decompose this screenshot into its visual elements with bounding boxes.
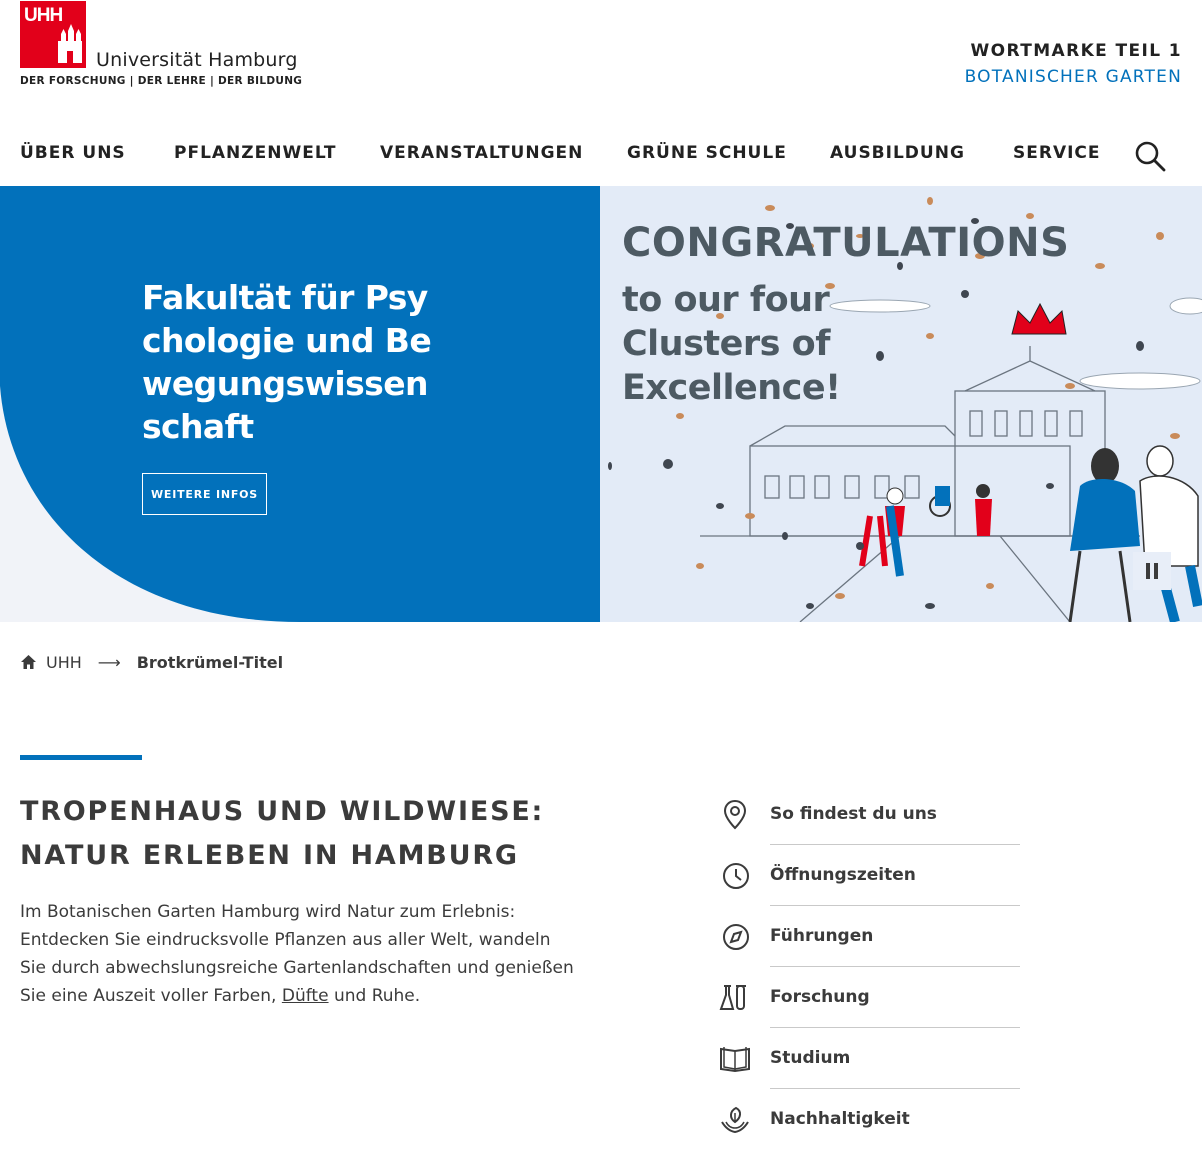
home-icon (20, 654, 37, 670)
logo-claim: DER FORSCHUNG | DER LEHRE | DER BILDUNG (20, 75, 303, 87)
wortmarke-line-2: BOTANISCHER GARTEN (964, 67, 1182, 87)
quicklink-label: Studium (770, 1048, 851, 1068)
wortmarke-line-1: WORTMARKE TEIL 1 (970, 41, 1182, 61)
search-icon (1134, 140, 1166, 172)
intro-text (20, 898, 580, 1010)
duefte-link[interactable]: Düfte (281, 986, 329, 1006)
page-title (20, 790, 544, 878)
weitere-infos-button[interactable]: WEITERE INFOS (142, 473, 267, 515)
wortmarke[interactable] (965, 41, 1182, 87)
quicklink-fuehrungen[interactable] (718, 906, 1020, 967)
location-pin-icon (718, 798, 752, 832)
nav-item-service[interactable]: SERVICE (1013, 143, 1101, 163)
quicklink-label: Öffnungszeiten (770, 865, 916, 885)
pause-icon (1144, 562, 1160, 580)
nav-item-ausbildung[interactable]: AUSBILDUNG (830, 143, 965, 163)
clock-icon (718, 859, 752, 893)
quicklink-studium[interactable] (718, 1028, 1020, 1089)
compass-icon (718, 920, 752, 954)
breadcrumb-home-label: UHH (46, 652, 82, 672)
nav-item-gruene-schule[interactable]: GRÜNE SCHULE (627, 143, 787, 163)
breadcrumb-current: Brotkrümel-Titel (136, 652, 284, 672)
nav-item-pflanzenwelt[interactable]: PFLANZENWELT (174, 143, 337, 163)
quicklinks-list (718, 784, 1020, 1150)
quicklink-oeffnungszeiten[interactable] (718, 845, 1020, 906)
nav-item-veranstaltungen[interactable]: VERANSTALTUNGEN (380, 143, 584, 163)
lab-flask-icon (718, 981, 752, 1015)
hero-image-headline: CONGRATULATIONS (622, 220, 1070, 266)
open-book-icon (718, 1042, 752, 1076)
quicklink-label: Nachhaltigkeit (770, 1109, 910, 1129)
quicklink-label: Führungen (770, 926, 874, 946)
quicklink-nachhaltigkeit[interactable] (718, 1089, 1020, 1150)
hand-leaf-icon (718, 1103, 752, 1137)
quicklink-forschung[interactable] (718, 967, 1020, 1028)
slider-pause-button[interactable] (1133, 552, 1171, 590)
logo-mark (20, 1, 86, 68)
hamburg-castle-icon (20, 1, 86, 68)
intro-text-end: und Ruhe. (328, 986, 421, 1006)
logo-university-name: Universität Hamburg (96, 49, 298, 71)
quicklink-so-findest-du-uns[interactable] (718, 784, 1020, 845)
page-title-line-1: TROPENHAUS UND WILDWIESE: (20, 796, 545, 827)
quicklink-label: So findest du uns (770, 804, 937, 824)
title-accent-bar (20, 755, 142, 760)
nav-item-ueber-uns[interactable]: ÜBER UNS (20, 143, 126, 163)
university-logo[interactable] (20, 1, 303, 91)
logo-short-text: UHH (24, 5, 63, 26)
page-title-line-2: NATUR ERLEBEN IN HAMBURG (20, 840, 519, 871)
intro-text-start: Im Botanischen Garten Hamburg wird Natur zum Erlebnis: Entdecken Sie eindrucksvolle Pflanzen aus aller Welt, wandeln Sie durch abwechslungsreiche Gartenlandschaften und genießen Sie eine Auszeit voller Farben, (20, 902, 574, 1006)
breadcrumb-arrow-icon: ⟶ (97, 652, 121, 672)
search-button[interactable] (1134, 140, 1166, 172)
breadcrumb (20, 651, 283, 673)
hero-slider (0, 186, 1202, 622)
hero-title: Fakultät für Psychologie und Bewegungswissenschaft (142, 278, 432, 446)
hero-image-subline-2: Clusters of (622, 324, 830, 364)
main-navigation (20, 140, 1182, 168)
quicklink-label: Forschung (770, 987, 870, 1007)
hero-image-subline-3: Excellence! (622, 368, 841, 408)
breadcrumb-home-link[interactable] (20, 653, 82, 672)
hero-image-subline (622, 278, 841, 410)
hero-image-subline-1: to our four (622, 280, 830, 320)
